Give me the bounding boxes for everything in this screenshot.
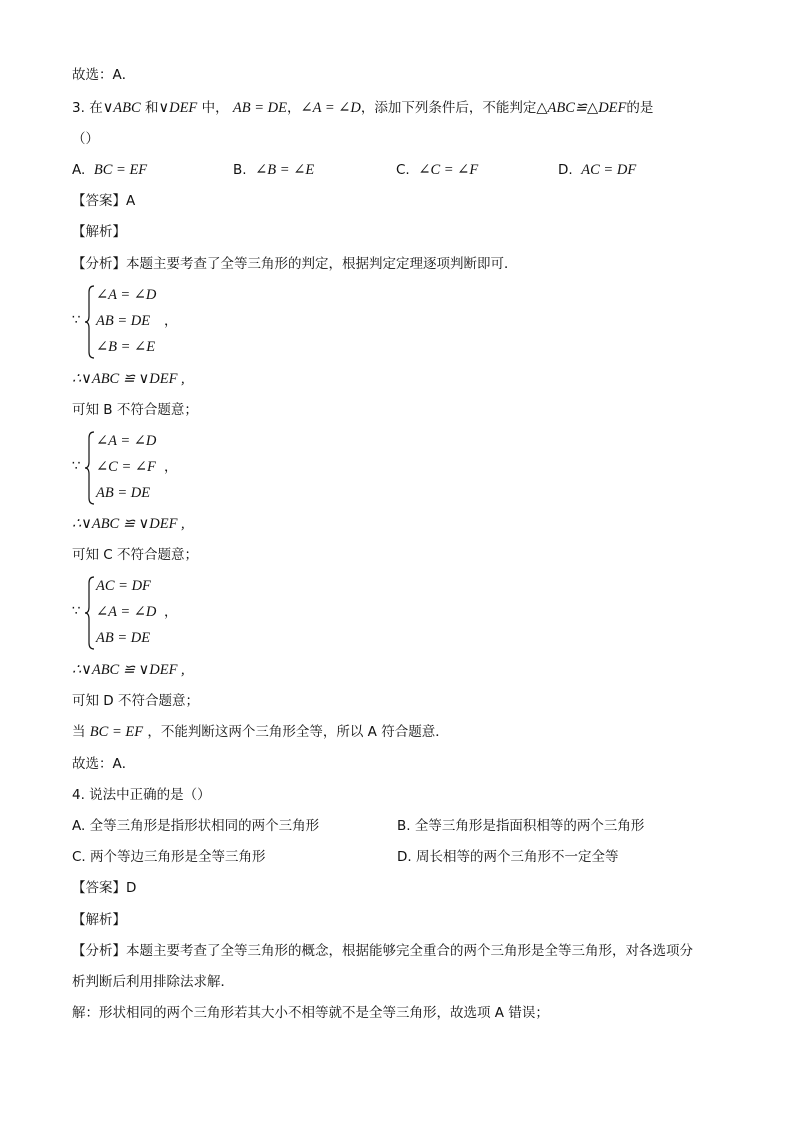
analysis-4-line-2: 析判断后利用排除法求解．	[72, 974, 234, 990]
question-3-stem	[72, 99, 653, 117]
option-math: ∠B = ∠E	[255, 162, 315, 178]
system-row: ∠A = ∠D	[96, 287, 157, 303]
know-d: 可知 D 不符合题意；	[72, 693, 199, 709]
conclusion-line	[72, 723, 449, 741]
question-4-stem: 4. 说法中正确的是（）	[72, 787, 211, 803]
comma: ，	[164, 459, 178, 475]
option-math: ∠C = ∠F	[418, 162, 479, 178]
system-row: ∠A = ∠D	[96, 604, 157, 620]
comma: ，	[164, 313, 178, 329]
option-a	[72, 161, 147, 179]
math-triangle: ∨ABC	[102, 100, 141, 116]
q4-option-a: A. 全等三角形是指形状相同的两个三角形	[72, 818, 320, 834]
math-conclusion: ∴∨ABC ≌ ∨DEF ,	[72, 662, 185, 678]
text: ，	[286, 100, 301, 116]
text: 当	[72, 724, 86, 740]
text: 在	[89, 100, 103, 116]
therefore-2	[72, 515, 185, 533]
option-d	[558, 161, 636, 179]
know-b: 可知 B 不符合题意；	[72, 402, 198, 418]
text: 和	[144, 100, 159, 116]
system-row: ∠C = ∠F	[96, 459, 156, 475]
equation-system-2	[72, 430, 432, 508]
math-conclusion: ∴∨ABC ≌ ∨DEF ,	[72, 516, 185, 532]
text: 中，	[201, 100, 229, 116]
choose-answer-line: 故选：A．	[72, 67, 136, 83]
math-conclusion: ∴∨ABC ≌ ∨DEF ,	[72, 371, 185, 387]
option-label: A.	[72, 162, 86, 178]
system-row: AB = DE	[96, 313, 151, 329]
option-c	[396, 161, 478, 179]
because-symbol: ∵	[72, 603, 81, 619]
math-condition: BC = EF	[89, 724, 144, 740]
option-b	[233, 161, 314, 179]
therefore-3	[72, 661, 185, 679]
choose-answer-line-2: 故选：A．	[72, 756, 136, 772]
comma: ，	[164, 604, 178, 620]
question-number: 3.	[72, 100, 85, 116]
text: ，不能判断这两个三角形全等，所以 A 符合题意．	[147, 724, 449, 740]
analysis-heading-3: 【解析】	[72, 224, 126, 240]
q4-option-c: C. 两个等边三角形是全等三角形	[72, 849, 266, 865]
analysis-4-line-1: 【分析】本题主要考查了全等三角形的概念，根据能够完全重合的两个三角形是全等三角形，对各选项分	[72, 943, 693, 959]
text: ，添加下列条件后，不能判定	[360, 100, 537, 116]
system-row: ∠B = ∠E	[96, 339, 156, 355]
left-brace-icon	[84, 430, 96, 506]
therefore-1	[72, 370, 185, 388]
option-math: AC = DF	[581, 162, 637, 178]
q4-option-d: D. 周长相等的两个三角形不一定全等	[397, 849, 619, 865]
question-3-paren: （）	[72, 131, 99, 147]
math-congruence: △ABC≌△DEF	[536, 100, 627, 116]
know-c: 可知 C 不符合题意；	[72, 547, 199, 563]
answer-4: 【答案】D	[72, 880, 137, 896]
option-math: BC = EF	[93, 162, 148, 178]
solution-4: 解：形状相同的两个三角形若其大小不相等就不是全等三角形，故选项 A 错误；	[72, 1005, 549, 1021]
option-label: D.	[558, 162, 573, 178]
because-symbol: ∵	[72, 458, 81, 474]
q4-option-b: B. 全等三角形是指面积相等的两个三角形	[397, 818, 645, 834]
system-row: ∠A = ∠D	[96, 433, 157, 449]
system-row: AB = DE	[96, 630, 151, 646]
option-label: B.	[233, 162, 247, 178]
math-condition: ∠A = ∠D	[300, 100, 361, 116]
text: 的是	[626, 100, 654, 116]
because-symbol: ∵	[72, 312, 81, 328]
system-row: AC = DF	[96, 578, 151, 594]
system-row: AB = DE	[96, 485, 151, 501]
analysis-heading-4: 【解析】	[72, 912, 126, 928]
left-brace-icon	[84, 284, 96, 360]
analysis-3: 【分析】本题主要考查了全等三角形的判定，根据判定定理逐项判断即可．	[72, 256, 518, 272]
math-triangle: ∨DEF	[158, 100, 198, 116]
equation-system-1	[72, 284, 432, 362]
equation-system-3	[72, 575, 432, 653]
answer-3: 【答案】A	[72, 193, 136, 209]
left-brace-icon	[84, 575, 96, 651]
math-condition: AB = DE	[232, 100, 287, 116]
option-label: C.	[396, 162, 410, 178]
